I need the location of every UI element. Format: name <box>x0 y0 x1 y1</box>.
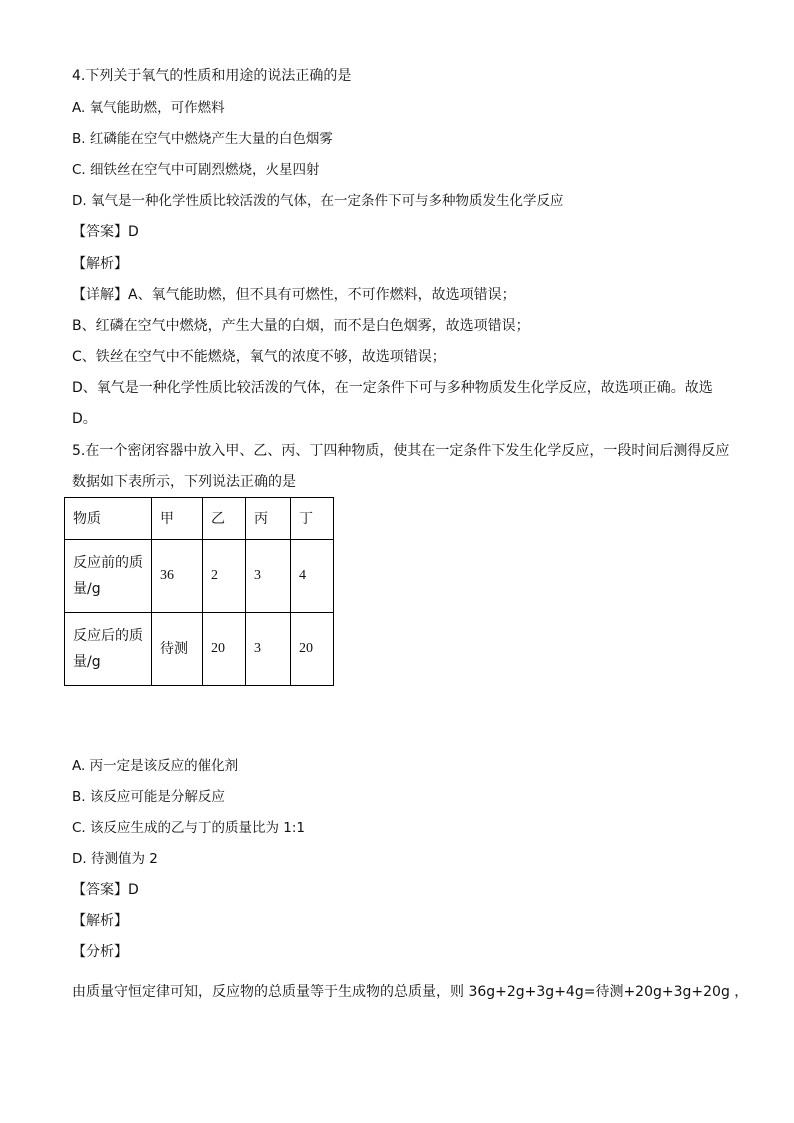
q4-analysis-label: 【解析】 <box>72 256 128 272</box>
q5-fenxi-label: 【分析】 <box>72 944 128 960</box>
row-before-yi: 2 <box>203 540 246 613</box>
header-cell-yi: 乙 <box>203 498 246 540</box>
q4-detail-line-5: D。 <box>72 411 97 427</box>
q5-option-a: A. 丙一定是该反应的催化剂 <box>72 758 239 774</box>
q4-answer: 【答案】D <box>72 224 139 240</box>
q5-option-c: C. 该反应生成的乙与丁的质量比为 1:1 <box>72 820 306 836</box>
q5-analysis-label: 【解析】 <box>72 913 128 929</box>
table-row-before <box>65 540 334 613</box>
header-cell-bing: 丙 <box>246 498 291 540</box>
header-cell-substance: 物质 <box>65 498 152 540</box>
row-after-label <box>65 613 152 686</box>
row-after-yi: 20 <box>203 613 246 686</box>
q5-stem-line-1: 5.在一个密闭容器中放入甲、乙、丙、丁四种物质，使其在一定条件下发生化学反应，一段时间后测得反应 <box>72 443 730 459</box>
row-after-label-line-2: 量/g <box>73 654 101 670</box>
q4-option-b: B. 红磷能在空气中燃烧产生大量的白色烟雾 <box>72 131 333 147</box>
q5-option-b: B. 该反应可能是分解反应 <box>72 789 225 805</box>
q4-detail-line-3: C、铁丝在空气中不能燃烧，氧气的浓度不够，故选项错误； <box>72 349 446 365</box>
row-before-label <box>65 540 152 613</box>
q4-option-d: D. 氧气是一种化学性质比较活泼的气体，在一定条件下可与多种物质发生化学反应 <box>72 193 564 209</box>
q5-answer: 【答案】D <box>72 882 139 898</box>
q4-detail-line-1: 【详解】A、氧气能助燃，但不具有可燃性，不可作燃料，故选项错误； <box>72 287 516 303</box>
q4-stem: 4.下列关于氧气的性质和用途的说法正确的是 <box>72 68 352 84</box>
q5-option-d: D. 待测值为 2 <box>72 851 158 867</box>
q4-option-c: C. 细铁丝在空气中可剧烈燃烧，火星四射 <box>72 162 320 178</box>
row-before-ding: 4 <box>291 540 334 613</box>
row-after-ding: 20 <box>291 613 334 686</box>
q5-stem-line-2: 数据如下表所示，下列说法正确的是 <box>72 474 296 490</box>
q5-data-table <box>64 497 334 686</box>
q4-option-a: A. 氧气能助燃，可作燃料 <box>72 100 225 116</box>
header-cell-jia: 甲 <box>152 498 203 540</box>
row-before-jia: 36 <box>152 540 203 613</box>
row-after-label-line-1: 反应后的质 <box>73 628 143 644</box>
q4-detail-line-4: D、氧气是一种化学性质比较活泼的气体，在一定条件下可与多种物质发生化学反应，故选项正确。故选 <box>72 380 713 396</box>
row-after-jia: 待测 <box>152 613 203 686</box>
row-before-label-line-1: 反应前的质 <box>73 555 143 571</box>
q4-detail-line-2: B、红磷在空气中燃烧，产生大量的白烟，而不是白色烟雾，故选项错误； <box>72 318 530 334</box>
table-header-row <box>65 498 334 540</box>
row-after-bing: 3 <box>246 613 291 686</box>
row-before-label-line-2: 量/g <box>73 581 101 597</box>
table-row-after <box>65 613 334 686</box>
q5-fenxi-text: 由质量守恒定律可知，反应物的总质量等于生成物的总质量，则 36g+2g+3g+4g=待测+20g+3g+20g ， <box>72 984 749 1000</box>
row-before-bing: 3 <box>246 540 291 613</box>
header-cell-ding: 丁 <box>291 498 334 540</box>
